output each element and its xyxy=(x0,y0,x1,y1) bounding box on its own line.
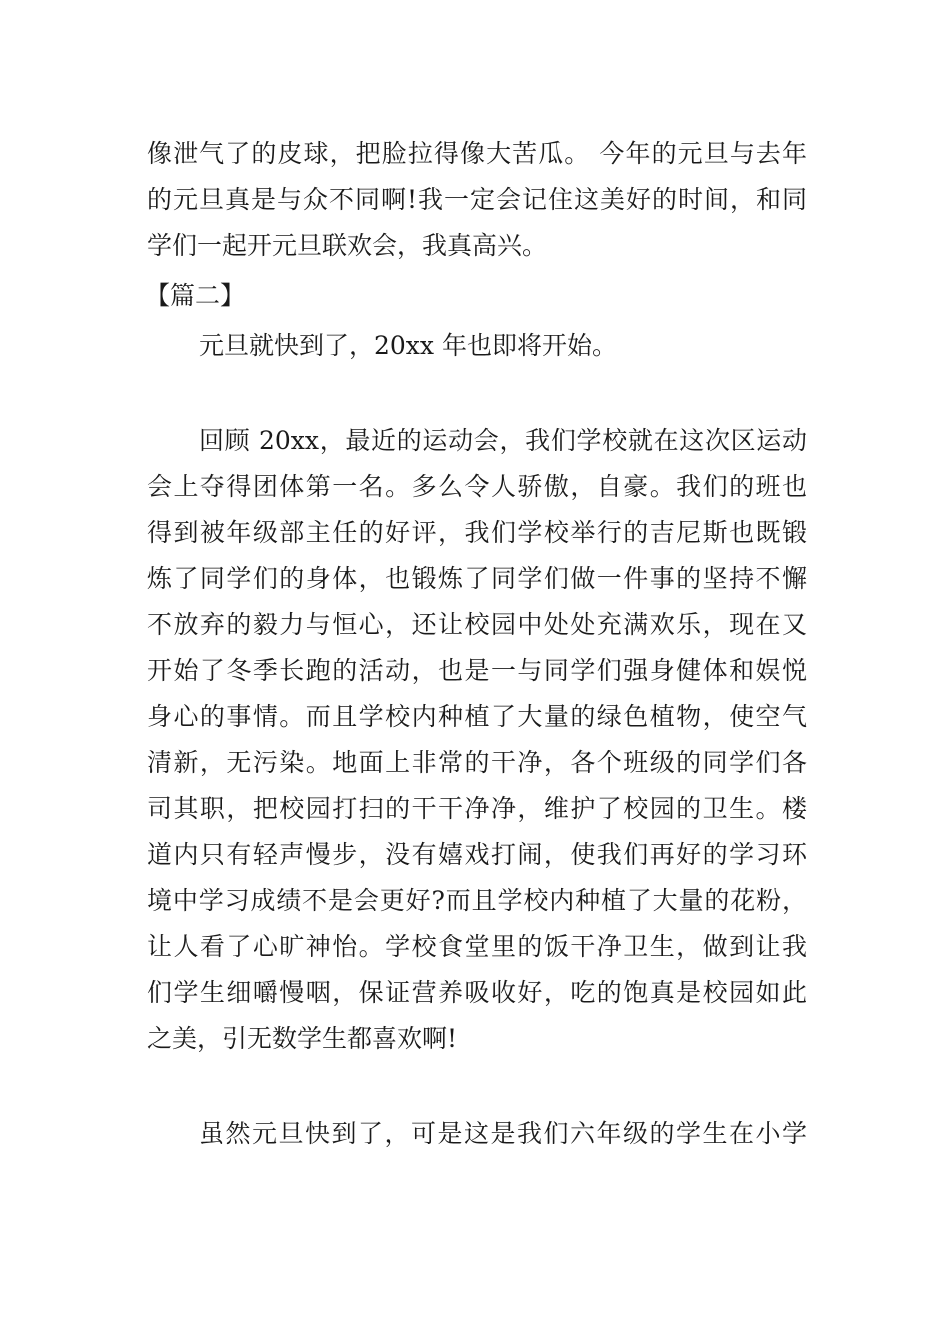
text-line: 清新，无污染。地面上非常的干净，各个班级的同学们各 xyxy=(147,748,807,777)
text-line: 的元旦真是与众不同啊!我一定会记住这美好的时间，和同 xyxy=(147,185,807,214)
text-line: 像泄气了的皮球，把脸拉得像大苦瓜。 今年的元旦与去年 xyxy=(147,139,807,168)
text-line: 身心的事情。而且学校内种植了大量的绿色植物，使空气 xyxy=(147,702,807,731)
text-line: 得到被年级部主任的好评，我们学校举行的吉尼斯也既锻 xyxy=(147,518,807,547)
document-page xyxy=(147,131,807,1157)
paragraph-last xyxy=(147,1111,807,1157)
text-line: 虽然元旦快到了，可是这是我们六年级的学生在小学 xyxy=(199,1119,807,1148)
text-line: 们学生细嚼慢咽，保证营养吸收好，吃的饱真是校园如此 xyxy=(147,978,807,1007)
text-line: 学们一起开元旦联欢会，我真高兴。 xyxy=(147,231,548,260)
text-line: 会上夺得团体第一名。多么令人骄傲，自豪。我们的班也 xyxy=(147,472,807,501)
text-line: 回顾 20xx，最近的运动会，我们学校就在这次区运动 xyxy=(199,426,807,455)
paragraph-review xyxy=(147,418,807,1062)
intro-line: 元旦就快到了，20xx 年也即将开始。 xyxy=(199,331,617,360)
paragraph-previous xyxy=(147,131,807,269)
text-line: 不放弃的毅力与恒心，还让校园中处处充满欢乐，现在又 xyxy=(147,610,807,639)
text-line: 之美，引无数学生都喜欢啊! xyxy=(147,1024,458,1053)
text-line: 让人看了心旷神怡。学校食堂里的饭干净卫生，做到让我 xyxy=(147,932,807,961)
text-line: 境中学习成绩不是会更好?而且学校内种植了大量的花粉， xyxy=(147,886,807,915)
section-heading: 【篇二】 xyxy=(145,281,246,310)
text-line: 道内只有轻声慢步，没有嬉戏打闹，使我们再好的学习环 xyxy=(147,840,807,869)
text-line: 司其职，把校园打扫的干干净净，维护了校园的卫生。楼 xyxy=(147,794,807,823)
text-line: 开始了冬季长跑的活动，也是一与同学们强身健体和娱悦 xyxy=(147,656,807,685)
text-line: 炼了同学们的身体，也锻炼了同学们做一件事的坚持不懈 xyxy=(147,564,807,593)
